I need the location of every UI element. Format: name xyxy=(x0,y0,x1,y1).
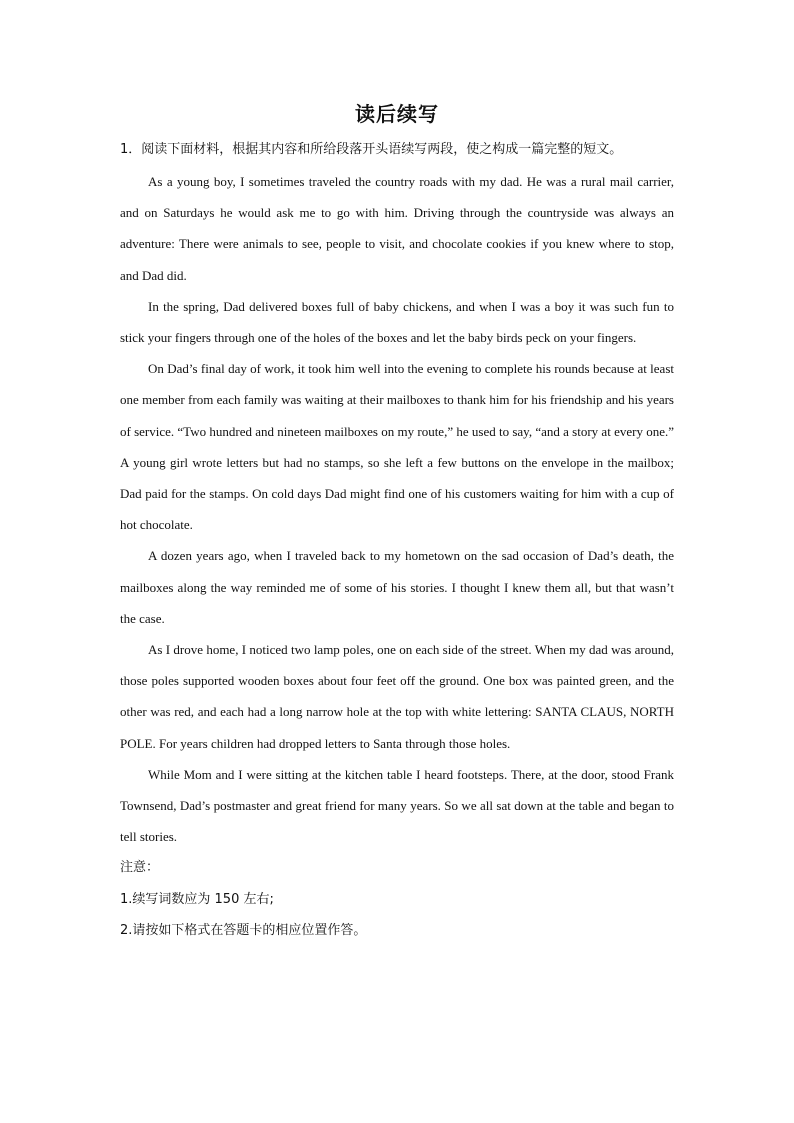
note-item: 1.续写词数应为 150 左右; xyxy=(120,891,274,907)
notes-heading: 注意： xyxy=(120,860,160,876)
reading-passage xyxy=(120,166,674,852)
passage-paragraph: In the spring, Dad delivered boxes full of baby chickens, and when I was a boy it was such fun to stick your fingers through one of the holes of the boxes and let the baby birds peck on your fingers. xyxy=(120,298,674,346)
passage-paragraph: On Dad’s final day of work, it took him well into the evening to complete his rounds because at least one member from each family was waiting at their mailboxes to thank him for his friendship and his years of service. “Two hundred and nineteen mailboxes on my route,” he used to say, “and a story at every one.” A young girl wrote letters but had no stamps, so she left a few buttons on the envelope in the mailbox; Dad paid for the stamps. On cold days Dad might find one of his customers waiting for him with a cup of hot chocolate. xyxy=(120,361,674,533)
document-title: 读后续写 xyxy=(355,102,439,126)
note-item: 2.请按如下格式在答题卡的相应位置作答。 xyxy=(120,922,367,938)
passage-paragraph: While Mom and I were sitting at the kitchen table I heard footsteps. There, at the door, stood Frank Townsend, Dad’s postmaster and great friend for many years. So we all sat down at the table and began to tell stories. xyxy=(120,766,674,845)
passage-paragraph: As a young boy, I sometimes traveled the country roads with my dad. He was a rural mail carrier, and on Saturdays he would ask me to go with him. Driving through the countryside was always an adventure: There were animals to see, people to visit, and chocolate cookies if you knew where to stop, and Dad did. xyxy=(120,174,674,283)
question-prompt: 1．阅读下面材料，根据其内容和所给段落开头语续写两段，使之构成一篇完整的短文。 xyxy=(120,142,623,157)
notes-section xyxy=(120,852,674,946)
passage-paragraph: A dozen years ago, when I traveled back to my hometown on the sad occasion of Dad’s death, the mailboxes along the way reminded me of some of his stories. I thought I knew them all, but that wasn’t the case. xyxy=(120,548,674,626)
passage-paragraph: As I drove home, I noticed two lamp poles, one on each side of the street. When my dad was around, those poles supported wooden boxes about four feet off the ground. One box was painted green, and the other was red, and each had a long narrow hole at the top with white lettering: SANTA CLAUS, NORTH POLE. For years children had dropped letters to Santa through those holes. xyxy=(120,642,674,751)
